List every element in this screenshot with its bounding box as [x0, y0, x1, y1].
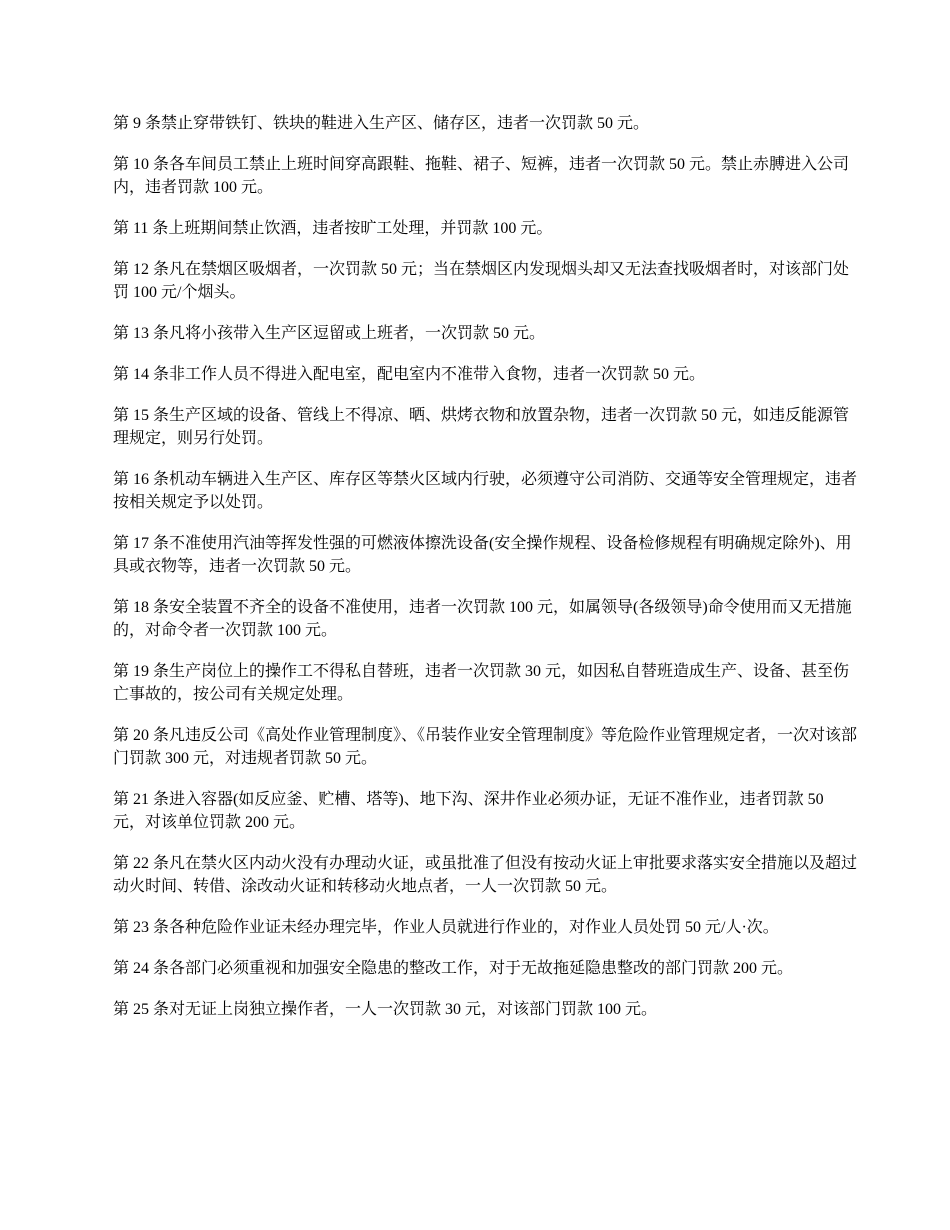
article-15: 第 15 条生产区域的设备、管线上不得凉、晒、烘烤衣物和放置杂物，违者一次罚款 50 元，如违反能源管理规定，则另行处罚。 [113, 407, 850, 447]
article-16: 第 16 条机动车辆进入生产区、库存区等禁火区域内行驶，必须遵守公司消防、交通等安全管理规定，违者按相关规定予以处罚。 [113, 471, 858, 511]
article-12: 第 12 条凡在禁烟区吸烟者，一次罚款 50 元；当在禁烟区内发现烟头却又无法查找吸烟者时，对该部门处罚 100 元/个烟头。 [113, 261, 850, 301]
article-14: 第 14 条非工作人员不得进入配电室，配电室内不准带入食物，违者一次罚款 50 元。 [113, 366, 706, 383]
article-19: 第 19 条生产岗位上的操作工不得私自替班，违者一次罚款 30 元，如因私自替班造成生产、设备、甚至伤亡事故的，按公司有关规定处理。 [113, 663, 850, 703]
article-25: 第 25 条对无证上岗独立操作者，一人一次罚款 30 元，对该部门罚款 100 元。 [113, 1001, 658, 1018]
article-9: 第 9 条禁止穿带铁钉、铁块的鞋进入生产区、储存区，违者一次罚款 50 元。 [113, 115, 650, 132]
article-20: 第 20 条凡违反公司《高处作业管理制度》、《吊装作业安全管理制度》等危险作业管理规定者，一次对该部门罚款 300 元，对违规者罚款 50 元。 [113, 727, 858, 767]
article-17: 第 17 条不准使用汽油等挥发性强的可燃液体擦洗设备(安全操作规程、设备检修规程有明确规定除外)、用具或衣物等，违者一次罚款 50 元。 [113, 535, 852, 575]
article-10: 第 10 条各车间员工禁止上班时间穿高跟鞋、拖鞋、裙子、短裤，违者一次罚款 50 元。禁止赤膊进入公司内，违者罚款 100 元。 [113, 156, 850, 196]
article-21: 第 21 条进入容器(如反应釜、贮槽、塔等)、地下沟、深井作业必须办证，无证不准作业，违者罚款 50 元，对该单位罚款 200 元。 [113, 791, 824, 831]
article-11: 第 11 条上班期间禁止饮酒，违者按旷工处理，并罚款 100 元。 [113, 220, 553, 237]
article-18: 第 18 条安全装置不齐全的设备不准使用，违者一次罚款 100 元，如属领导(各级领导)命令使用而又无措施的，对命令者一次罚款 100 元。 [113, 599, 852, 639]
article-22: 第 22 条凡在禁火区内动火没有办理动火证，或虽批准了但没有按动火证上审批要求落实安全措施以及超过动火时间、转借、涂改动火证和转移动火地点者，一人一次罚款 50 元。 [113, 855, 858, 895]
article-13: 第 13 条凡将小孩带入生产区逗留或上班者，一次罚款 50 元。 [113, 325, 546, 342]
document-page [113, 112, 858, 1039]
article-23: 第 23 条各种危险作业证未经办理完毕，作业人员就进行作业的，对作业人员处罚 50 元/人·次。 [113, 919, 779, 936]
article-24: 第 24 条各部门必须重视和加强安全隐患的整改工作，对于无故拖延隐患整改的部门罚款 200 元。 [113, 960, 794, 977]
